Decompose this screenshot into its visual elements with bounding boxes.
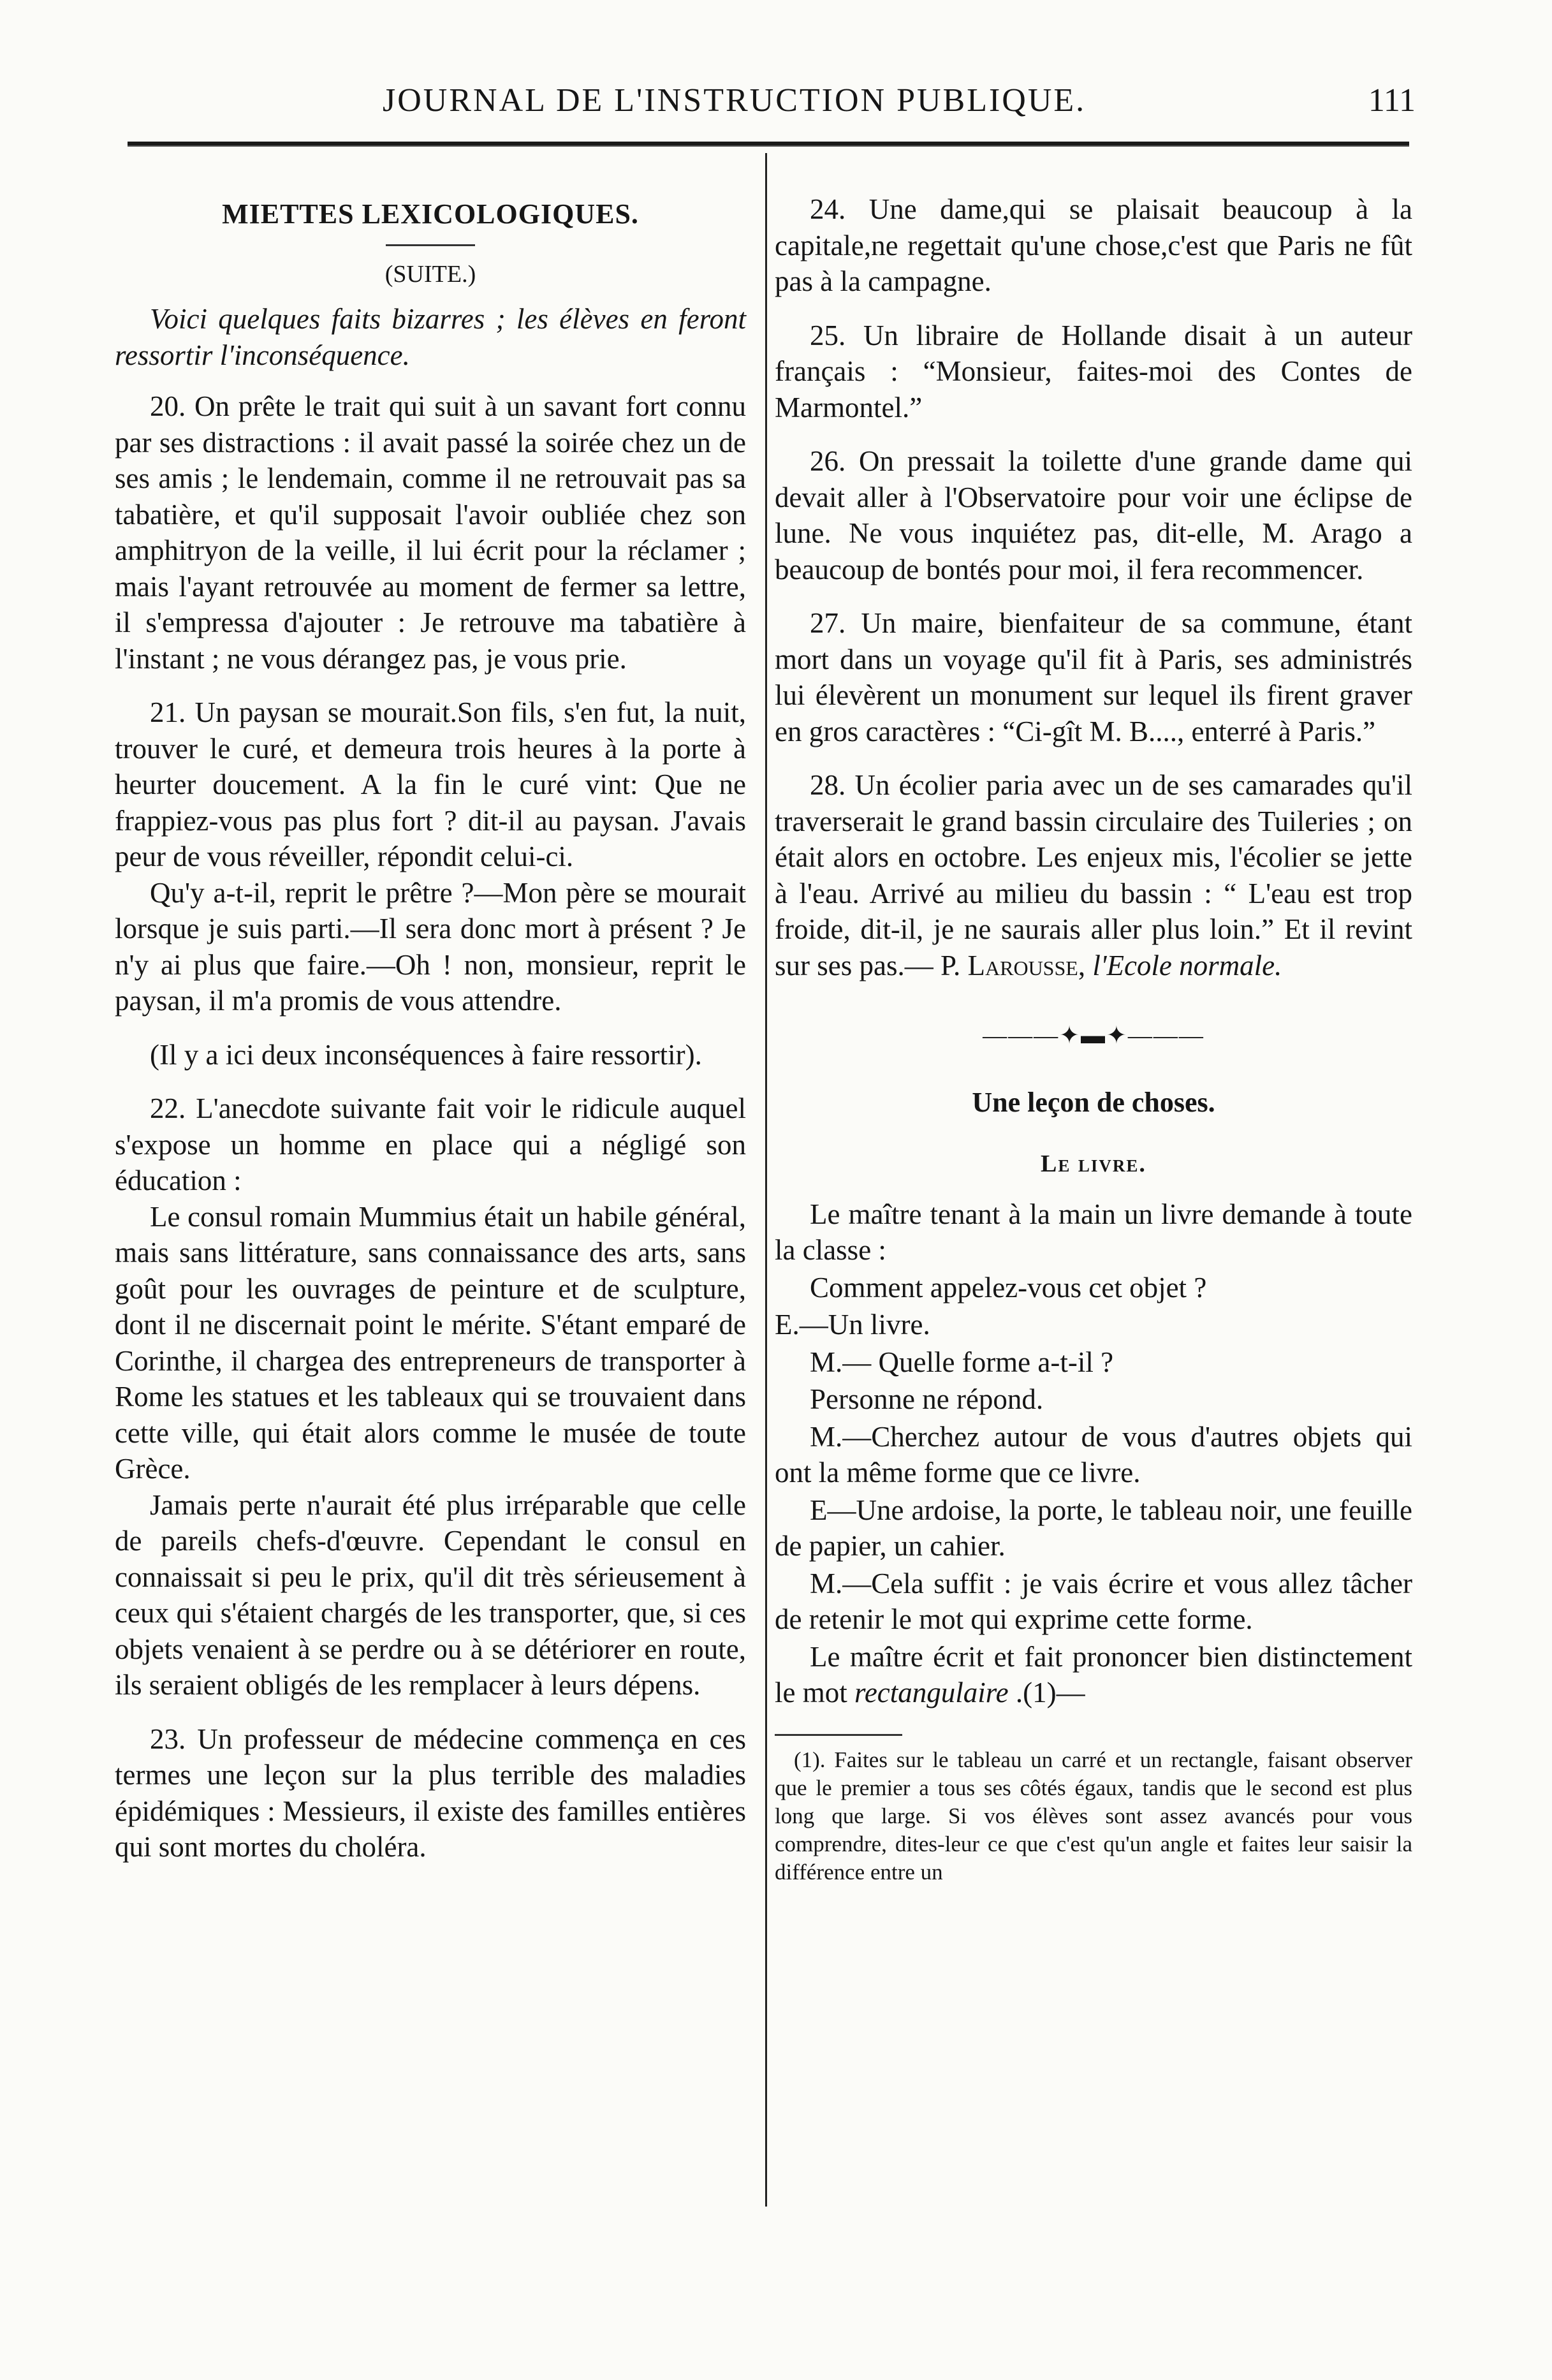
dialog-line: Le maître tenant à la main un livre demande à toute la classe : <box>775 1198 1412 1266</box>
footnote-rule <box>775 1734 902 1736</box>
paragraph-22: 22. L'anecdote suivante fait voir le ridicule auquel s'expose un homme en place qui a négligé son éducation : <box>115 1092 746 1196</box>
paragraph-27: 27. Un maire, bienfaiteur de sa commune, étant mort dans un voyage qu'il fit à Paris, ses administrés lui élevèrent un monument sur lequel ils firent graver en gros caractères : “Ci-gît M. B...., enterré à Paris.” <box>775 607 1412 747</box>
intro-text: Voici quelques faits bizarres ; les élèves en feront ressortir l'inconséquence. <box>115 303 746 371</box>
running-header <box>115 77 1416 134</box>
ornament-divider: ———✦▬✦——— <box>983 1022 1204 1049</box>
column-divider <box>765 153 767 2207</box>
dialog-line <box>775 1639 1412 1711</box>
footnote: (1). Faites sur le tableau un carré et un rectangle, faisant observer que le premier a tous ses côtés égaux, tandis que le second est plus long que large. Si vos élèves sont assez avancés pour vous comprendre, dites-leur ce que c'est qu'un angle et faites leur saisir la différence entre un <box>775 1747 1412 1884</box>
paragraph-28 <box>775 767 1412 983</box>
paragraph-21: 21. Un paysan se mourait.Son fils, s'en fut, la nuit, trouver le curé, et demeura trois heures à la porte à heurter doucement. A la fin le curé vint: Que ne frappiez-vous pas plus fort ? dit-il au paysan. J'avais peur de vous réveiller, répondit celui-ci. <box>115 696 746 872</box>
dialog-line: M.—Cherchez autour de vous d'autres objets qui ont la même forme que ce livre. <box>775 1420 1412 1488</box>
paragraph-20: 20. On prête le trait qui suit à un savant fort connu par ses distractions : il avait passé la soirée chez un de ses amis ; le lendemain, comme il ne retrouvait pas sa tabatière, et qu'il supposait l'avoir oubliée chez son amphitryon de la veille, il lui écrit pour la réclamer ; mais l'ayant retrouvée au moment de fermer sa lettre, il s'empressa d'ajouter : Je retrouve ma tabatière à l'instant ; ne vous dérangez pas, je vous prie. <box>115 390 746 675</box>
dialog-line: M.— Quelle forme a-t-il ? <box>810 1346 1114 1378</box>
paragraph-22-conclusion: Jamais perte n'aurait été plus irréparable que celle de pareils chefs-d'œuvre. Cependant le consul en connaissait si peu le prix, qu'il dit très sérieusement à ceux qui s'étaient chargés de les transporter, que, si ces objets venaient à se perdre ou à se détériorer en route, ils seraient obligés de les remplacer à leurs dépens. <box>115 1488 746 1701</box>
header-rule <box>128 142 1409 147</box>
emphasized-word: rectangulaire <box>854 1677 1009 1708</box>
suite-label: (SUITE.) <box>384 260 476 288</box>
signature-name: P. Larousse, <box>940 949 1086 981</box>
footnote-ref: .(1)— <box>1008 1677 1085 1708</box>
journal-title: JOURNAL DE L'INSTRUCTION PUBLIQUE. <box>383 82 1087 119</box>
paragraph-24: 24. Une dame,qui se plaisait beaucoup à la capitale,ne regettait qu'une chose,c'est que Paris ne fût pas à la campagne. <box>775 193 1412 297</box>
paragraph-21-continued: Qu'y a-t-il, reprit le prêtre ?—Mon père se mourait lorsque je suis parti.—Il sera donc mort à présent ? Je n'y ai plus que faire.—Oh ! non, monsieur, reprit le paysan, il m'a promis de vous attendre. <box>115 876 746 1017</box>
paragraph-25: 25. Un libraire de Hollande disait à un auteur français : “Monsieur, faites-moi des Contes de Marmontel.” <box>775 319 1412 423</box>
dialog-line: E—Une ardoise, la porte, le tableau noir, une feuille de papier, un cahier. <box>775 1494 1412 1562</box>
dialog-line: Comment appelez-vous cet objet ? <box>810 1271 1207 1304</box>
paragraph-26: 26. On pressait la toilette d'une grande dame qui devait aller à l'Observatoire pour voir une éclipse de lune. Ne vous inquiétez pas, dit-elle, M. Arago a beaucoup de bontés pour moi, il fera recommencer. <box>775 445 1412 585</box>
dialog-line: Personne ne répond. <box>810 1383 1044 1415</box>
section-title: MIETTES LEXICOLOGIQUES. <box>222 198 639 230</box>
page-number: 111 <box>1368 82 1416 119</box>
dialog-line: M.—Cela suffit : je vais écrire et vous allez tâcher de retenir le mot qui exprime cette forme. <box>775 1567 1412 1635</box>
livre-title: Le livre. <box>1041 1150 1146 1177</box>
dialog-line: E.—Un livre. <box>775 1309 930 1341</box>
note-21: (Il y a ici deux inconséquences à faire ressortir). <box>150 1038 702 1071</box>
paragraph-28-text: 28. Un écolier paria avec un de ses camarades qu'il traverserait le grand bassin circulaire des Tuileries ; on était alors en octobre. Les enjeux mis, l'écolier se jette à l'eau. Arrivé au milieu du bassin : “ L'eau est trop froide, dit-il, je ne saurais aller plus loin.” Et il revint sur ses pas.— <box>775 769 1412 981</box>
left-column <box>115 191 746 1883</box>
signature-source: l'Ecole normale. <box>1092 949 1282 981</box>
title-rule <box>386 244 475 246</box>
right-column <box>775 191 1412 1886</box>
paragraph-23: 23. Un professeur de médecine commença en ces termes une leçon sur la plus terrible des maladies épidémiques : Messieurs, il existe des familles entières qui sont mortes du choléra. <box>115 1723 746 1863</box>
lesson-dialog <box>775 1196 1412 1711</box>
paragraph-22-mummius: Le consul romain Mummius était un habile général, mais sans littérature, sans connaissance des arts, sans goût pour les ouvrages de peinture et de sculpture, dont il ne discernait point le mérite. S'étant emparé de Corinthe, il chargea des entrepreneurs de transporter à Rome les statues et les tableaux qui se trouvaient dans cette ville, qui était alors comme le musée de toute Grèce. <box>115 1200 746 1485</box>
dialog-final-text: Le maître écrit et fait prononcer bien distinctement le mot <box>775 1640 1412 1708</box>
lecon-title: Une leçon de choses. <box>972 1086 1215 1118</box>
